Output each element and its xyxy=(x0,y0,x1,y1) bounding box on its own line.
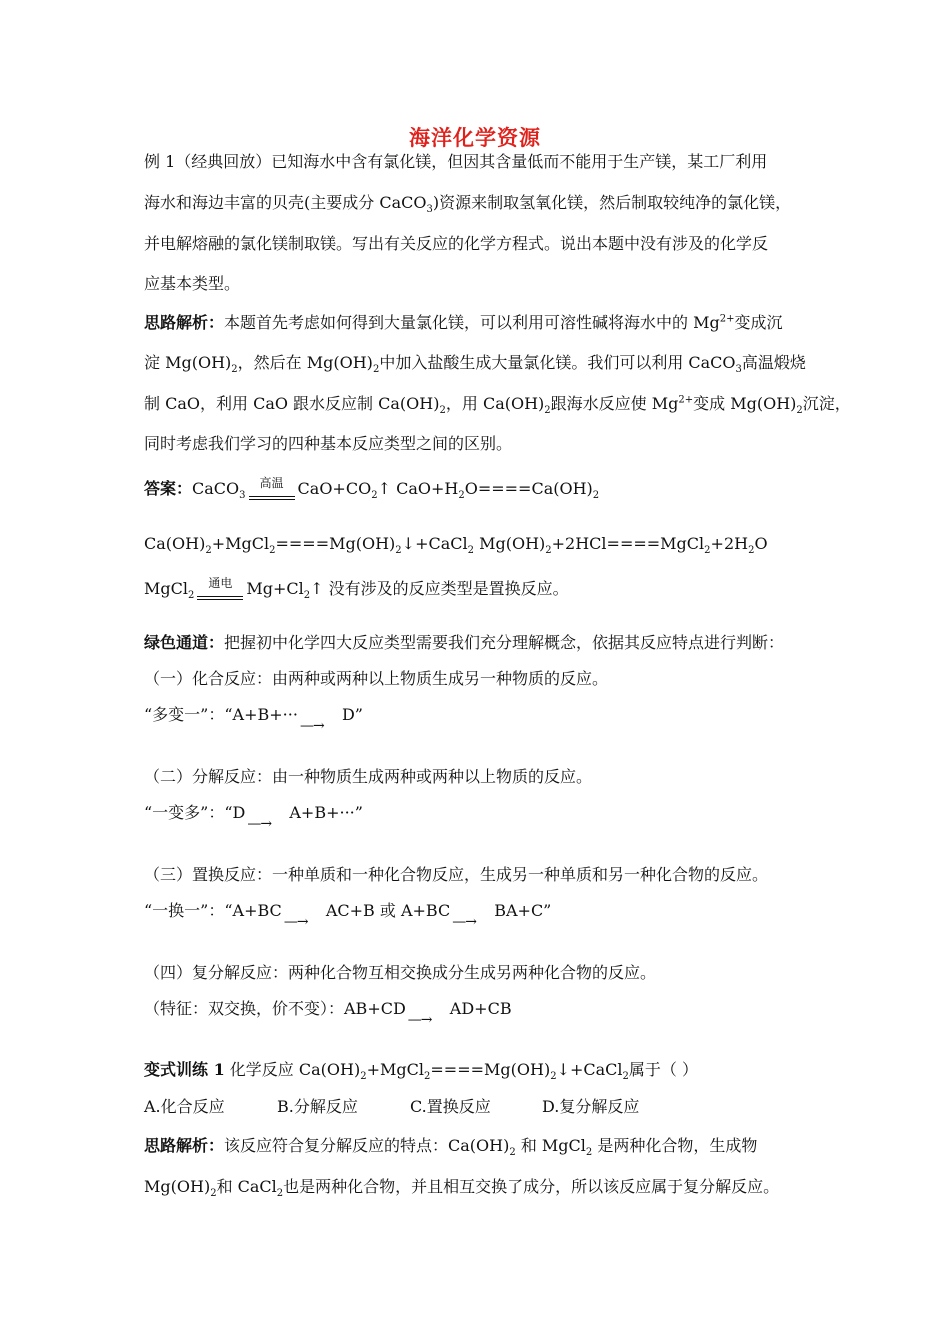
formula-displacement: “一换一”：“A+BC —→ AC+B 或 A+BC —→ BA+C” xyxy=(144,901,552,930)
option-d: D.复分解反应 xyxy=(542,1097,640,1116)
option-c: C.置换反应 xyxy=(410,1097,491,1116)
analysis-1-line-4: 同时考虑我们学习的四种基本反应类型之间的区别。 xyxy=(144,434,513,453)
reaction-type-combination: （一）化合反应：由两种或两种以上物质生成另一种物质的反应。 xyxy=(144,669,609,688)
option-a: A.化合反应 xyxy=(144,1097,225,1116)
analysis-2-line-2: $Mg(OH)_2$和 CaCl$_2$也是两种化合物，并且相互交换了成分，所以该反应属于复分解反应。 xyxy=(144,1177,780,1200)
reaction-type-displacement: （三）置换反应：一种单质和一种化合物反应，生成另一种单质和另一种化合物的反应。 xyxy=(144,865,769,884)
analysis-1-line-1: 思路解析：本题首先考虑如何得到大量氯化镁，可以利用可溶性碱将海水中的 $Mg^{2+}$变成沉 xyxy=(144,313,783,332)
condition-high-temperature: 高温 xyxy=(247,478,297,500)
answer-label: 答案： xyxy=(144,479,193,498)
option-b: B.分解反应 xyxy=(277,1097,358,1116)
analysis-label: 思路解析： xyxy=(144,1136,225,1155)
arrow-icon: —→ xyxy=(407,1012,432,1028)
arrow-icon: —→ xyxy=(299,718,324,734)
formula-decomposition: “一变多”：“D —→ A+B+···” xyxy=(144,803,363,832)
example-line-4: 应基本类型。 xyxy=(144,274,241,293)
answer-equation-1: 答案：CaCO$_3$ 高温 $CaO+CO_2↑$ $CaO+H_2O====Ca(OH)_2$ xyxy=(144,476,600,502)
arrow-icon: —→ xyxy=(247,816,272,832)
condition-electrolysis: 通电 xyxy=(195,578,245,600)
example-line-3: 并电解熔融的氯化镁制取镁。写出有关反应的化学方程式。说出本题中没有涉及的化学反 xyxy=(144,234,769,253)
exercise-label: 变式训练 1 xyxy=(144,1060,225,1079)
arrow-icon: —→ xyxy=(452,914,476,930)
formula-double-displacement: （特征：双交换，价不变）：AB+CD —→ AD+CB xyxy=(144,999,512,1028)
reaction-type-decomposition: （二）分解反应：由一种物质生成两种或两种以上物质的反应。 xyxy=(144,767,593,786)
example-line-2: 海水和海边丰富的贝壳(主要成分 CaCO$_3$)资源来制取氢氧化镁，然后制取较纯净的氯化镁， xyxy=(144,193,792,216)
analysis-label: 思路解析： xyxy=(144,313,225,332)
document-title: 海洋化学资源 xyxy=(409,125,541,150)
reaction-type-double-displacement: （四）复分解反应：两种化合物互相交换成分生成另两种化合物的反应。 xyxy=(144,963,657,982)
analysis-1-line-3: 制 CaO，利用 CaO 跟水反应制 $Ca(OH)_2$，用 $Ca(OH)_2$跟海水反应使 $Mg^{2+}$变成 $Mg(OH)_2$沉淀， xyxy=(144,394,851,417)
arrow-icon: —→ xyxy=(283,914,308,930)
answer-equation-2: $Ca(OH)_2+MgCl_2====Mg(OH)_2↓+CaCl_2$ $Mg(OH)_2+2HCl====MgCl_2+2H_2O$ xyxy=(144,534,768,557)
exercise-options xyxy=(144,1096,639,1118)
green-channel-label: 绿色通道： xyxy=(144,633,225,652)
answer-equation-3: MgCl$_2$ 通电 $Mg+Cl_2↑$ 没有涉及的反应类型是置换反应。 xyxy=(144,576,569,602)
analysis-1-line-2: 淀 $Mg(OH)_2$，然后在 $Mg(OH)_2$中加入盐酸生成大量氯化镁。我们可以利用 CaCO$_3$高温煅烧 xyxy=(144,353,806,376)
example-line-1: 例 1（经典回放）已知海水中含有氯化镁，但因其含量低而不能用于生产镁，某工厂利用 xyxy=(144,152,768,171)
green-channel-intro: 绿色通道：把握初中化学四大反应类型需要我们充分理解概念，依据其反应特点进行判断： xyxy=(144,633,785,652)
exercise-question: 变式训练 1 化学反应 $Ca(OH)_2+MgCl_2====Mg(OH)_2↓+CaCl_2$属于（ ） xyxy=(144,1060,698,1083)
analysis-2-line-1: 思路解析：该反应符合复分解反应的特点：$Ca(OH)_2$ 和 MgCl$_2$ 是两种化合物，生成物 xyxy=(144,1136,758,1159)
formula-combination: “多变一”：“A+B+··· —→ D” xyxy=(144,705,363,734)
